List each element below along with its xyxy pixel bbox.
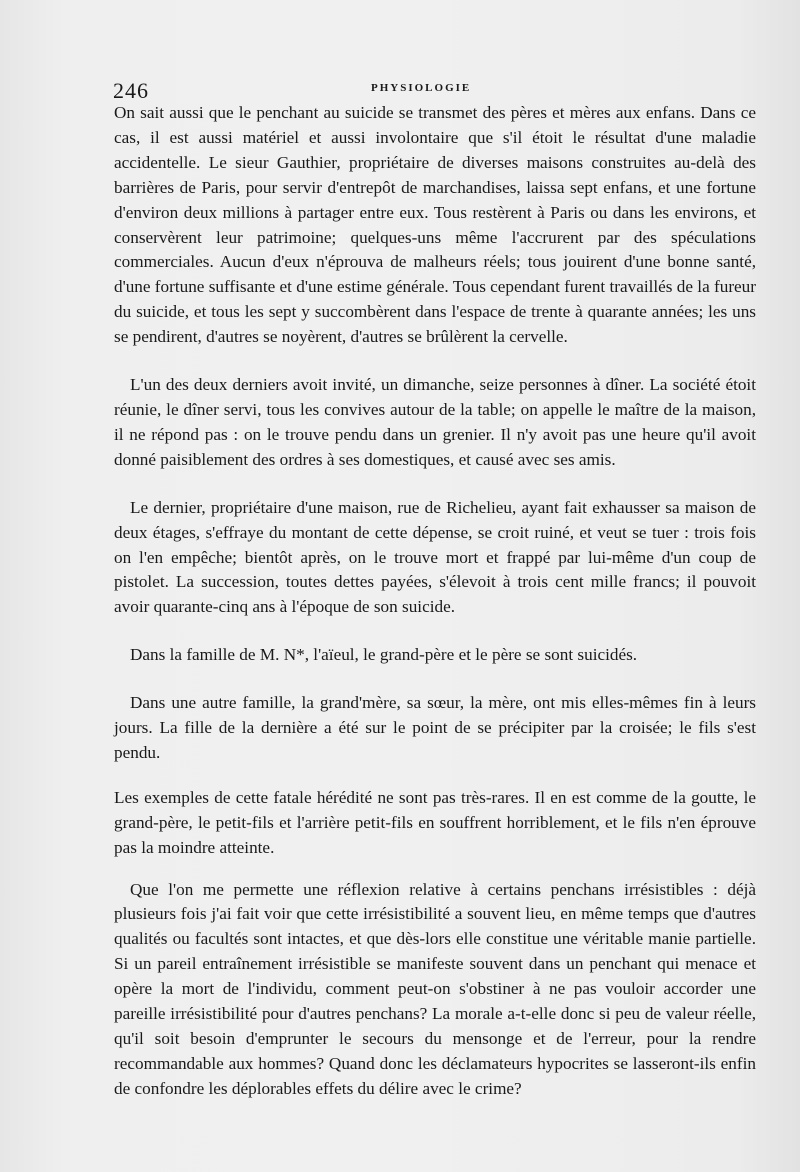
page-number: 246 bbox=[113, 78, 149, 103]
paragraph-1: On sait aussi que le penchant au suicide se transmet des pères et mères aux enfans. Dans ce cas, il est aussi matériel et aussi involontaire que s'il étoit le résultat d'une maladie accidentelle. Le sieur Gauthier, propriétaire de diverses maisons construites au-delà des barrières de Paris, pour servir d'entrepôt de marchandises, laissa sept enfans, et une fortune d'environ deux millions à partager entre eux. Tous restèrent à Paris ou dans les environs, et conservèrent leur patrimoine; quelques-uns même l'accrurent par des spéculations commerciales. Aucun d'eux n'éprouva de malheurs réels; tous jouirent d'une bonne santé, d'une fortune suffisante et d'une estime générale. Tous cependant furent travaillés de la fureur du suicide, et tous les sept y succombèrent dans l'espace de trente à quarante années; les uns se pendirent, d'autres se noyèrent, d'autres se brûlèrent la cervelle. bbox=[114, 103, 756, 347]
running-head: PHYSIOLOGIE bbox=[371, 82, 472, 94]
body-text bbox=[114, 101, 756, 1102]
paragraph-3: Le dernier, propriétaire d'une maison, rue de Richelieu, ayant fait exhausser sa maison de deux étages, s'effraye du montant de cette dépense, se croit ruiné, et veut se tuer : trois fois on l'en empêche; bientôt après, on le trouve mort et frappé par lui-même d'un coup de pistolet. La succession, toutes dettes payées, s'élevoit à trois cent mille francs; il pouvoit avoir quarante-cinq ans à l'époque de son suicide. bbox=[114, 497, 756, 617]
paragraph-6: Les exemples de cette fatale hérédité ne sont pas très-rares. Il en est comme de la goutte, le grand-père, le petit-fils et l'arrière petit-fils en souffrent horriblement, et le fils n'en éprouve pas la moindre atteinte. bbox=[114, 787, 756, 857]
paragraph-7: Que l'on me permette une réflexion relative à certains penchans irrésistibles : déjà plusieurs fois j'ai fait voir que cette irrésistibilité a souvent lieu, en même temps que d'autres qualités ou facultés sont intactes, et que dès-lors elle constitue une véritable manie partielle. Si un pareil entraînement irrésistible se manifeste souvent dans un penchant qui menace et opère la mort de l'individu, comment peut-on s'obstiner à ne pas vouloir accorder une pareille irrésistibilité pour d'autres penchans? La morale a-t-elle donc si peu de valeur réelle, qu'il soit besoin d'emprunter le secours du mensonge et de l'erreur, pour la rendre recommandable aux hommes? Quand donc les déclamateurs hypocrites se lasseront-ils enfin de confondre les déplorables effets du délire avec le crime? bbox=[114, 879, 756, 1098]
paragraph-2: L'un des deux derniers avoit invité, un dimanche, seize personnes à dîner. La société étoit réunie, le dîner servi, tous les convives autour de la table; on appelle le maître de la maison, il ne répond pas : on le trouve pendu dans un grenier. Il n'y avoit pas une heure qu'il avoit donné paisiblement des ordres à ses domestiques, et causé avec ses amis. bbox=[114, 375, 756, 469]
paragraph-5: Dans une autre famille, la grand'mère, sa sœur, la mère, ont mis elles-mêmes fin à leurs jours. La fille de la dernière a été sur le point de se précipiter par la croisée; le fils s'est pendu. bbox=[114, 693, 756, 762]
paragraph-4: Dans la famille de M. N*, l'aïeul, le grand-père et le père se sont suicidés. bbox=[130, 645, 638, 665]
